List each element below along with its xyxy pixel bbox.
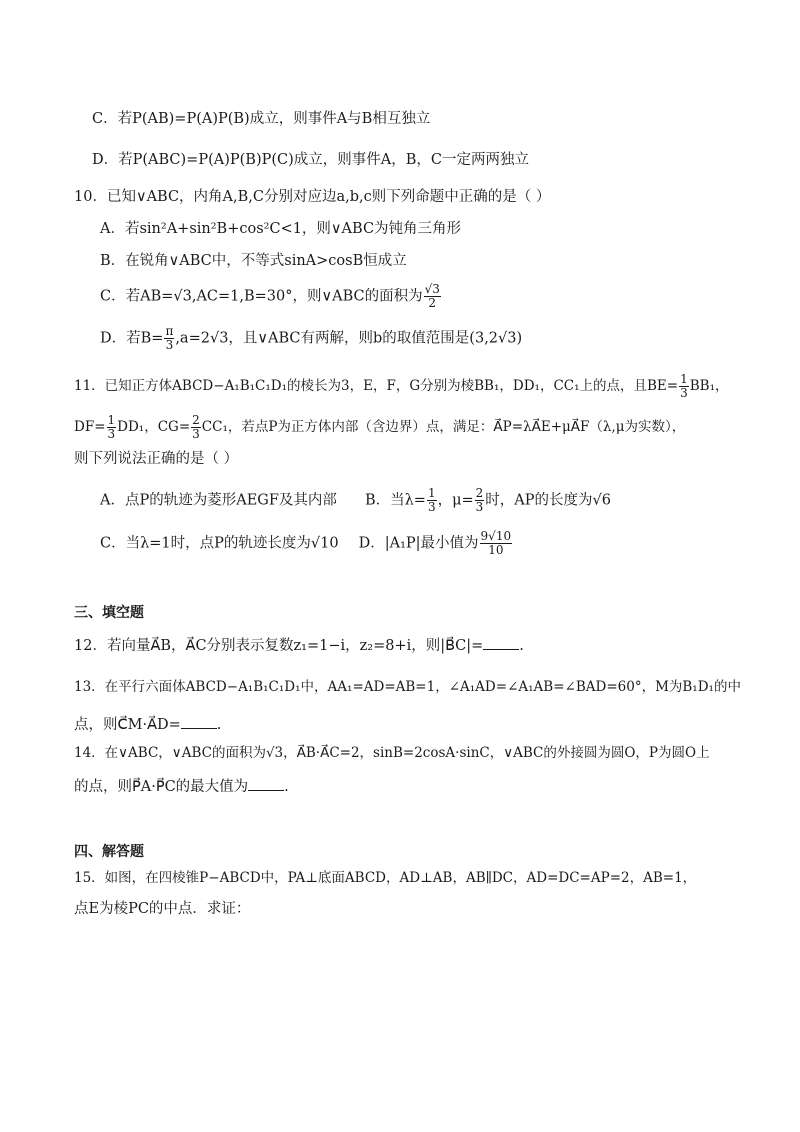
q11-line-1-text-end: BB₁， [689, 378, 729, 394]
q10-option-d-text-end: ,a=2√3，且∨ABC有两解，则b的取值范围是(3,2√3) [175, 330, 523, 347]
q11-line-2-text-c: CC₁，若点P为正方体内部（含边界）点，满足：A⃗P=λA⃗E+μA⃗F（λ,μ为实数）， [201, 419, 686, 435]
q11-option-b-fraction-lambda [427, 487, 437, 514]
q11-line-2-text-a: DF= [74, 419, 106, 435]
q10-option-a: A．若sin²A+sin²B+cos²C<1，则∨ABC为钝角三角形 [100, 221, 462, 237]
q11-option-b-text-mid: ，μ= [437, 492, 474, 509]
q14-line-2 [74, 776, 289, 797]
q12-text: 12．若向量A⃗B，A⃗C分别表示复数z₁=1−i，z₂=8+i，则|B⃗C|= [74, 638, 484, 654]
fraction-numerator: 1 [107, 413, 116, 427]
q11-line-1-text: 11．已知正方体ABCD−A₁B₁C₁D₁的棱长为3，E，F，G分别为棱BB₁，DD₁，CC₁上的点，且BE= [74, 378, 679, 394]
q13-line-1: 13．在平行六面体ABCD−A₁B₁C₁D₁中，AA₁=AD=AB=1，∠A₁AD=∠A₁AB=∠BAD=60°，M为B₁D₁的中 [74, 679, 741, 695]
fraction-numerator: √3 [424, 282, 440, 296]
q14-line-1: 14．在∨ABC，∨ABC的面积为√3，A⃗B·A⃗C=2，sinB=2cosA·sinC，∨ABC的外接圆为圆O，P为圆O上 [74, 745, 710, 761]
q12 [74, 635, 524, 656]
fraction-denominator: 3 [165, 338, 174, 352]
q10-option-d-text: D．若B= [100, 330, 164, 347]
q10-option-c-text: C．若AB=√3,AC=1,B=30°，则∨ABC的面积为 [100, 288, 423, 305]
q11-option-b-fraction-mu [475, 487, 485, 514]
q11-option-b-text: B．当λ= [364, 492, 426, 509]
q11-option-d-fraction [480, 530, 513, 557]
answer-blank [248, 776, 284, 791]
q10-option-d [100, 325, 522, 352]
fraction-numerator: 1 [680, 372, 688, 386]
q9-option-c: C．若P(AB)=P(A)P(B)成立，则事件A与B相互独立 [92, 111, 431, 127]
q15-line-1: 15．如图，在四棱锥P−ABCD中，PA⊥底面ABCD，AD⊥AB，AB∥DC，AD=DC=AP=2，AB=1， [74, 870, 697, 886]
answer-blank [181, 714, 217, 729]
fraction-numerator: 2 [475, 486, 484, 500]
q11-option-ab [100, 487, 611, 514]
q14-line-2-text-end: . [284, 779, 289, 795]
answer-blank [483, 635, 519, 650]
q11-line-1 [74, 373, 729, 400]
fraction-denominator: 3 [680, 386, 688, 400]
q13-line-2-text-end: . [216, 717, 222, 733]
q11-option-cd [100, 530, 513, 557]
q10-option-d-fraction [164, 325, 174, 352]
fraction-denominator: 2 [428, 296, 437, 310]
q13-line-2 [74, 714, 221, 735]
q11-option-d-text: D．|A₁P|最小值为 [358, 535, 479, 552]
fraction-numerator: 1 [427, 486, 436, 500]
fraction-denominator: 3 [107, 427, 116, 441]
q11-option-a: A．点P的轨迹为菱形AEGF及其内部 [100, 492, 337, 509]
q11-line-1-fraction [679, 373, 689, 400]
fraction-denominator: 3 [427, 500, 436, 514]
q10-option-c-fraction [424, 283, 441, 310]
fraction-denominator: 3 [192, 427, 200, 441]
q11-line-2-text-b: DD₁，CG= [117, 419, 191, 435]
q11-line-3: 则下列说法正确的是（ ） [74, 451, 239, 467]
q9-option-d: D．若P(ABC)=P(A)P(B)P(C)成立，则事件A，B，C一定两两独立 [92, 152, 529, 168]
fraction-denominator: 3 [475, 500, 484, 514]
q11-line-2 [74, 414, 685, 441]
q12-text-end: . [519, 638, 524, 654]
q14-line-2-text: 的点，则P⃗A·P⃗C的最大值为 [74, 779, 249, 795]
q10-option-c [100, 283, 442, 310]
section-heading-fill-in: 三、填空题 [74, 605, 144, 621]
q13-line-2-text: 点，则C⃗M·A⃗D= [74, 717, 181, 733]
q15-line-2: 点E为棱PC的中点．求证： [74, 901, 251, 917]
section-heading-solutions: 四、解答题 [74, 844, 144, 860]
fraction-numerator: 9√10 [480, 529, 512, 543]
q11-option-b-text-end: 时，AP的长度为√6 [485, 492, 611, 509]
q10-stem: 10．已知∨ABC，内角A,B,C分别对应边a,b,c则下列命题中正确的是（ ） [74, 189, 551, 205]
q10-option-b: B．在锐角∨ABC中，不等式sinA>cosB恒成立 [100, 253, 407, 269]
fraction-numerator: 2 [192, 413, 200, 427]
fraction-numerator: π [165, 324, 174, 338]
q11-line-2-fraction-a [107, 414, 117, 441]
q11-option-c: C．当λ=1时，点P的轨迹长度为√10 [100, 535, 339, 552]
fraction-denominator: 10 [488, 543, 504, 557]
q11-line-2-fraction-b [191, 414, 201, 441]
